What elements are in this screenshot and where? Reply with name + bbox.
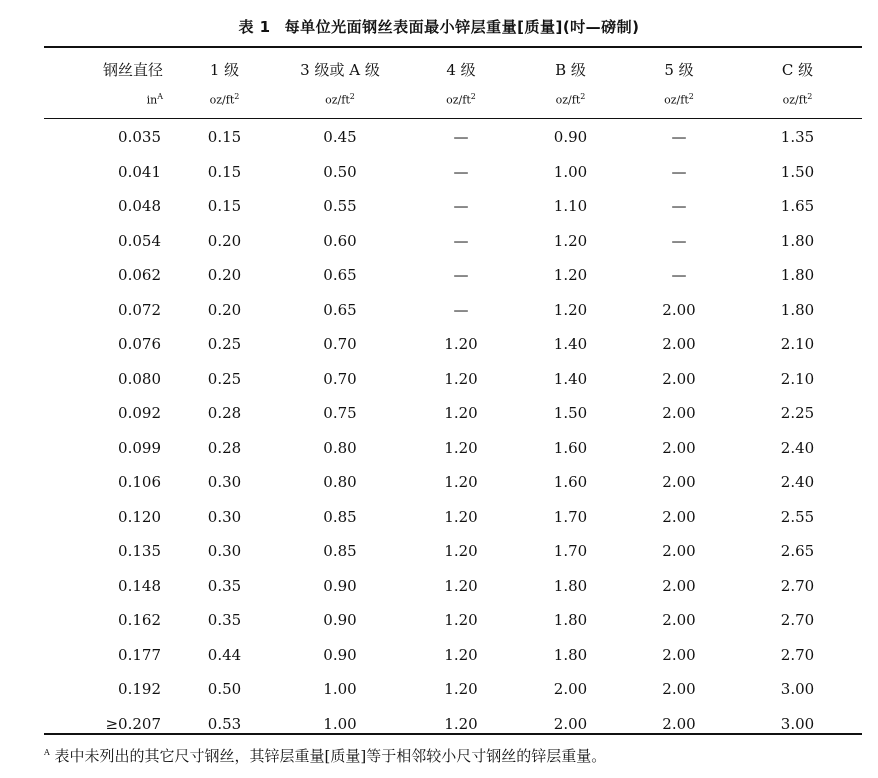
coating-weight-cell: 0.30 bbox=[207, 542, 242, 560]
coating-weight-cell: 1.20 bbox=[444, 645, 478, 664]
footnote-marker: A bbox=[44, 748, 50, 757]
coating-weight-cell: 0.28 bbox=[207, 438, 242, 457]
coating-weight-cell: 1.20 bbox=[444, 576, 478, 595]
coating-weight-cell: 0.20 bbox=[207, 231, 242, 250]
unit-text: oz/ft bbox=[446, 93, 471, 107]
coating-weight-cell: 0.60 bbox=[323, 231, 357, 250]
coating-weight-cell: 1.20 bbox=[553, 231, 588, 250]
column-header: 1 级 bbox=[209, 61, 240, 79]
unit-superscript: 2 bbox=[470, 92, 476, 101]
coating-weight-cell: 3.00 bbox=[780, 714, 815, 733]
coating-weight-cell: 1.20 bbox=[444, 369, 478, 388]
coating-weight-cell: 1.20 bbox=[444, 507, 478, 526]
unit-text: oz/ft bbox=[782, 93, 808, 107]
top-rule bbox=[44, 46, 862, 48]
coating-weight-cell: 1.20 bbox=[444, 714, 478, 733]
coating-weight-cell: 2.70 bbox=[780, 576, 815, 595]
coating-weight-cell: — bbox=[671, 162, 687, 181]
header-rule bbox=[44, 118, 862, 119]
coating-weight-cell: 1.20 bbox=[444, 680, 478, 698]
table-caption: 每单位光面钢丝表面最小锌层重量[质量](吋—磅制) bbox=[284, 18, 640, 36]
coating-weight-cell: — bbox=[453, 197, 469, 215]
coating-weight-cell: 0.53 bbox=[207, 714, 242, 733]
footnote bbox=[44, 741, 862, 768]
column-unit bbox=[175, 88, 274, 106]
coating-weight-cell: 2.00 bbox=[662, 438, 696, 457]
coating-weight-cell: 0.35 bbox=[207, 576, 242, 595]
wire-diameter-cell: 0.080 bbox=[118, 369, 161, 388]
unit-text: oz/ft bbox=[325, 93, 350, 107]
column-unit bbox=[733, 88, 862, 106]
column-header: B 级 bbox=[555, 61, 586, 79]
unit-superscript: 2 bbox=[234, 92, 240, 101]
coating-weight-cell: 1.00 bbox=[323, 680, 357, 698]
coating-weight-cell: 2.00 bbox=[662, 611, 696, 629]
coating-weight-cell: 3.00 bbox=[780, 680, 815, 698]
coating-weight-cell: 2.00 bbox=[662, 404, 696, 422]
column-header: 钢丝直径 bbox=[102, 61, 163, 79]
wire-diameter-cell: 0.076 bbox=[118, 335, 161, 353]
wire-diameter-cell: 0.162 bbox=[118, 611, 161, 629]
coating-weight-cell: 0.25 bbox=[207, 335, 242, 353]
table-body bbox=[44, 120, 862, 741]
coating-weight-cell: 2.00 bbox=[553, 680, 588, 698]
coating-weight-cell: — bbox=[453, 300, 469, 319]
table-title bbox=[0, 16, 878, 37]
coating-weight-cell: 1.20 bbox=[553, 266, 588, 284]
coating-weight-cell: 1.20 bbox=[553, 300, 588, 319]
coating-weight-cell: 2.00 bbox=[662, 576, 696, 595]
coating-weight-cell: 0.50 bbox=[323, 162, 357, 181]
coating-weight-cell: 1.35 bbox=[780, 128, 815, 146]
coating-weight-cell: 0.90 bbox=[323, 645, 357, 664]
coating-weight-cell: 2.70 bbox=[780, 611, 815, 629]
coating-weight-cell: 2.00 bbox=[662, 714, 696, 733]
unit-superscript: 2 bbox=[580, 92, 586, 101]
column-unit bbox=[274, 88, 406, 106]
coating-weight-cell: 2.70 bbox=[780, 645, 815, 664]
coating-weight-cell: 2.00 bbox=[662, 680, 696, 698]
coating-weight-cell: 1.80 bbox=[553, 611, 588, 629]
coating-weight-cell: 0.80 bbox=[323, 438, 357, 457]
coating-weight-cell: 0.15 bbox=[207, 197, 242, 215]
coating-weight-cell: 2.25 bbox=[780, 404, 815, 422]
coating-weight-cell: 2.55 bbox=[780, 507, 815, 526]
coating-weight-cell: 0.25 bbox=[207, 369, 242, 388]
coating-weight-cell: 2.00 bbox=[662, 645, 696, 664]
wire-diameter-cell: 0.041 bbox=[118, 162, 161, 181]
coating-weight-cell: 0.28 bbox=[207, 404, 242, 422]
coating-weight-cell: 1.10 bbox=[553, 197, 588, 215]
coating-weight-cell: 2.10 bbox=[780, 369, 815, 388]
unit-text: oz/ft bbox=[664, 93, 689, 107]
coating-weight-cell: 1.65 bbox=[780, 197, 815, 215]
coating-weight-cell: 0.70 bbox=[323, 369, 357, 388]
coating-weight-cell: 1.20 bbox=[444, 404, 478, 422]
coating-weight-cell: 1.20 bbox=[444, 438, 478, 457]
coating-weight-cell: 1.40 bbox=[553, 335, 588, 353]
coating-weight-cell: 1.20 bbox=[444, 611, 478, 629]
coating-weight-cell: 1.00 bbox=[553, 162, 588, 181]
coating-weight-cell: 0.85 bbox=[323, 542, 357, 560]
wire-diameter-cell: 0.106 bbox=[118, 473, 161, 491]
coating-weight-cell: 2.00 bbox=[662, 542, 696, 560]
column-header: C 级 bbox=[781, 61, 814, 79]
bottom-rule bbox=[44, 733, 862, 735]
wire-diameter-cell: 0.054 bbox=[118, 231, 161, 250]
coating-weight-cell: 1.20 bbox=[444, 542, 478, 560]
coating-weight-cell: 1.80 bbox=[553, 576, 588, 595]
coating-weight-cell: 0.20 bbox=[207, 300, 242, 319]
coating-weight-cell: 0.30 bbox=[207, 507, 242, 526]
coating-weight-cell: — bbox=[453, 231, 469, 250]
unit-text: oz/ft bbox=[555, 93, 581, 107]
coating-weight-cell: 0.55 bbox=[323, 197, 357, 215]
coating-weight-cell: — bbox=[453, 266, 469, 284]
coating-weight-cell: 0.65 bbox=[323, 300, 357, 319]
wire-diameter-cell: 0.072 bbox=[118, 300, 161, 319]
unit-superscript: A bbox=[157, 92, 163, 101]
coating-weight-cell: 2.00 bbox=[662, 335, 696, 353]
wire-diameter-cell: 0.148 bbox=[118, 576, 161, 595]
coating-weight-cell: 0.15 bbox=[207, 128, 242, 146]
coating-weight-cell: 0.65 bbox=[323, 266, 357, 284]
unit-text: in bbox=[146, 93, 158, 107]
wire-diameter-cell: 0.035 bbox=[118, 128, 161, 146]
coating-weight-cell: — bbox=[453, 128, 469, 146]
coating-weight-cell: 1.70 bbox=[553, 542, 588, 560]
coating-weight-cell: — bbox=[671, 197, 687, 215]
coating-weight-cell: 1.20 bbox=[444, 473, 478, 491]
coating-weight-cell: 0.30 bbox=[207, 473, 242, 491]
unit-superscript: 2 bbox=[807, 92, 813, 101]
coating-weight-cell: 0.45 bbox=[323, 128, 357, 146]
coating-weight-cell: 1.20 bbox=[444, 335, 478, 353]
coating-weight-cell: 1.80 bbox=[553, 645, 588, 664]
unit-superscript: 2 bbox=[688, 92, 694, 101]
wire-diameter-cell: 0.177 bbox=[118, 645, 161, 664]
coating-weight-cell: 0.44 bbox=[207, 645, 242, 664]
coating-weight-cell: 1.60 bbox=[553, 438, 588, 457]
coating-weight-cell: — bbox=[671, 266, 687, 284]
column-unit bbox=[516, 88, 625, 106]
column-header: 4 级 bbox=[446, 61, 476, 79]
coating-weight-cell: 1.80 bbox=[780, 266, 815, 284]
wire-diameter-cell: 0.048 bbox=[118, 197, 161, 215]
unit-text: oz/ft bbox=[209, 93, 235, 107]
coating-weight-cell: 1.40 bbox=[553, 369, 588, 388]
coating-weight-cell: 2.00 bbox=[662, 507, 696, 526]
coating-weight-cell: 2.00 bbox=[662, 369, 696, 388]
footnote-text: 表中未列出的其它尺寸钢丝，其锌层重量[质量]等于相邻较小尺寸钢丝的锌层重量。 bbox=[49, 747, 607, 765]
coating-weight-cell: 1.80 bbox=[780, 300, 815, 319]
coating-weight-cell: 1.50 bbox=[780, 162, 815, 181]
coating-weight-cell: 2.10 bbox=[780, 335, 815, 353]
coating-weight-cell: 0.35 bbox=[207, 611, 242, 629]
coating-weight-cell: — bbox=[453, 162, 469, 181]
column-unit bbox=[406, 88, 516, 106]
coating-weight-cell: 1.80 bbox=[780, 231, 815, 250]
coating-weight-cell: 0.50 bbox=[207, 680, 242, 698]
column-header: 3 级或 A 级 bbox=[300, 61, 380, 79]
coating-weight-cell: — bbox=[671, 231, 687, 250]
coating-weight-cell: 1.70 bbox=[553, 507, 588, 526]
coating-weight-cell: 2.00 bbox=[662, 473, 696, 491]
wire-diameter-cell: 0.120 bbox=[118, 507, 161, 526]
header-row-units bbox=[44, 88, 862, 106]
coating-weight-cell: 0.90 bbox=[553, 128, 588, 146]
coating-weight-cell: 1.50 bbox=[553, 404, 588, 422]
coating-weight-cell: 0.85 bbox=[323, 507, 357, 526]
column-unit bbox=[44, 88, 175, 106]
coating-weight-cell: — bbox=[671, 128, 687, 146]
coating-weight-cell: 2.40 bbox=[780, 438, 815, 457]
coating-weight-cell: 1.60 bbox=[553, 473, 588, 491]
coating-weight-cell: 0.15 bbox=[207, 162, 242, 181]
coating-weight-cell: 0.90 bbox=[323, 611, 357, 629]
coating-weight-cell: 0.75 bbox=[323, 404, 357, 422]
coating-weight-cell: 2.00 bbox=[553, 714, 588, 733]
coating-weight-cell: 2.40 bbox=[780, 473, 815, 491]
coating-weight-cell: 0.80 bbox=[323, 473, 357, 491]
coating-weight-cell: 1.00 bbox=[323, 714, 357, 733]
coating-weight-cell: 0.70 bbox=[323, 335, 357, 353]
header-row-labels bbox=[44, 57, 862, 83]
column-header: 5 级 bbox=[664, 61, 694, 79]
coating-weight-cell: 2.65 bbox=[780, 542, 815, 560]
wire-diameter-cell: 0.092 bbox=[118, 404, 161, 422]
wire-diameter-cell: 0.099 bbox=[118, 438, 161, 457]
coating-weight-cell: 0.20 bbox=[207, 266, 242, 284]
wire-diameter-cell: ≥0.207 bbox=[105, 714, 161, 733]
column-unit bbox=[625, 88, 733, 106]
wire-diameter-cell: 0.135 bbox=[118, 542, 161, 560]
coating-weight-cell: 2.00 bbox=[662, 300, 696, 319]
unit-superscript: 2 bbox=[349, 92, 355, 101]
wire-diameter-cell: 0.192 bbox=[118, 680, 161, 698]
wire-diameter-cell: 0.062 bbox=[118, 266, 161, 284]
table-number: 表 1 bbox=[238, 18, 271, 36]
coating-weight-cell: 0.90 bbox=[323, 576, 357, 595]
